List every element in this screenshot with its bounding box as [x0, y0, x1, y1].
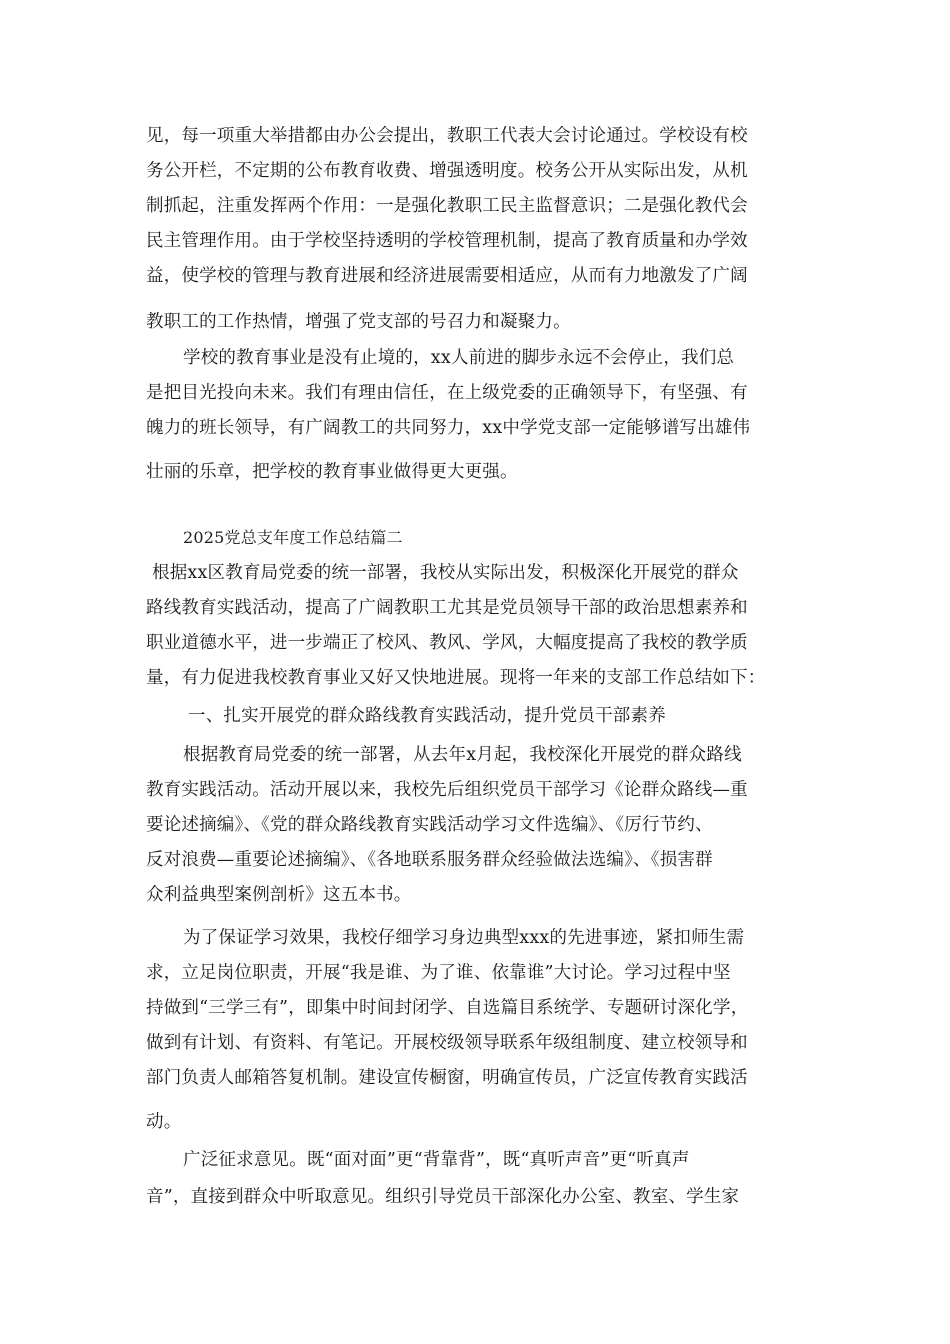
- text-line: 众利益典型案例剖析》这五本书。: [146, 885, 412, 905]
- text-line: 做到有计划、有资料、有笔记。开展校级领导联系年级组制度、建立校领导和: [146, 1033, 748, 1053]
- text-line: 职业道德水平，进一步端正了校风、教风、学风，大幅度提高了我校的教学质: [146, 633, 748, 653]
- text-line: 学校的教育事业是没有止境的，xx人前进的脚步永远不会停止，我们总: [183, 348, 735, 368]
- text-line: 求，立足岗位职责，开展“我是谁、为了谁、依靠谁”大讨论。学习过程中坚: [146, 963, 731, 983]
- text-line: 部门负责人邮箱答复机制。建设宣传橱窗，明确宣传员，广泛宣传教育实践活: [146, 1068, 748, 1088]
- text-line: 是把目光投向未来。我们有理由信任，在上级党委的正确领导下，有坚强、有: [146, 383, 748, 403]
- section-subtitle: 一、扎实开展党的群众路线教育实践活动，提升党员干部素养: [188, 706, 666, 726]
- text-line: 制抓起，注重发挥两个作用：一是强化教职工民主监督意识；二是强化教代会: [146, 196, 748, 216]
- text-line: 要论述摘编》、《党的群众路线教育实践活动学习文件选编》、《厉行节约、: [146, 815, 713, 835]
- text-line: 为了保证学习效果，我校仔细学习身边典型xxx的先进事迹，紧扣师生需: [183, 928, 745, 948]
- text-line: 益，使学校的管理与教育进展和经济进展需要相适应，从而有力地激发了广阔: [146, 266, 748, 286]
- text-line: 量，有力促进我校教育事业又好又快地进展。现将一年来的支部工作总结如下：: [146, 668, 766, 688]
- text-line: 教职工的工作热情，增强了党支部的号召力和凝聚力。: [146, 312, 571, 332]
- section-title: 2025党总支年度工作总结篇二: [183, 528, 403, 547]
- text-line: 音”，直接到群众中听取意见。组织引导党员干部深化办公室、教室、学生家: [146, 1187, 740, 1207]
- text-line: 教育实践活动。活动开展以来，我校先后组织党员干部学习《论群众路线—重: [146, 780, 748, 800]
- text-line: 持做到“三学三有”，即集中时间封闭学、自选篇目系统学、专题研讨深化学，: [146, 998, 749, 1018]
- text-line: 见，每一项重大举措都由办公会提出，教职工代表大会讨论通过。学校设有校: [146, 126, 748, 146]
- text-line: 动。: [146, 1112, 182, 1132]
- text-line: 壮丽的乐章，把学校的教育事业做得更大更强。: [146, 462, 518, 482]
- text-line: 根据教育局党委的统一部署，从去年x月起，我校深化开展党的群众路线: [183, 745, 742, 765]
- text-line: 魄力的班长领导，有广阔教工的共同努力，xx中学党支部一定能够谱写出雄伟: [146, 418, 751, 438]
- text-line: 根据xx区教育局党委的统一部署，我校从实际出发，积极深化开展党的群众: [152, 563, 739, 583]
- text-line: 反对浪费—重要论述摘编》、《各地联系服务群众经验做法选编》、《损害群: [146, 850, 713, 870]
- text-line: 务公开栏，不定期的公布教育收费、增强透明度。校务公开从实际出发，从机: [146, 161, 748, 181]
- text-line: 民主管理作用。由于学校坚持透明的学校管理机制，提高了教育质量和办学效: [146, 231, 748, 251]
- text-line: 广泛征求意见。既“面对面”更“背靠背”，既“真听声音”更“听真声: [183, 1150, 690, 1170]
- text-line: 路线教育实践活动，提高了广阔教职工尤其是党员领导干部的政治思想素养和: [146, 598, 748, 618]
